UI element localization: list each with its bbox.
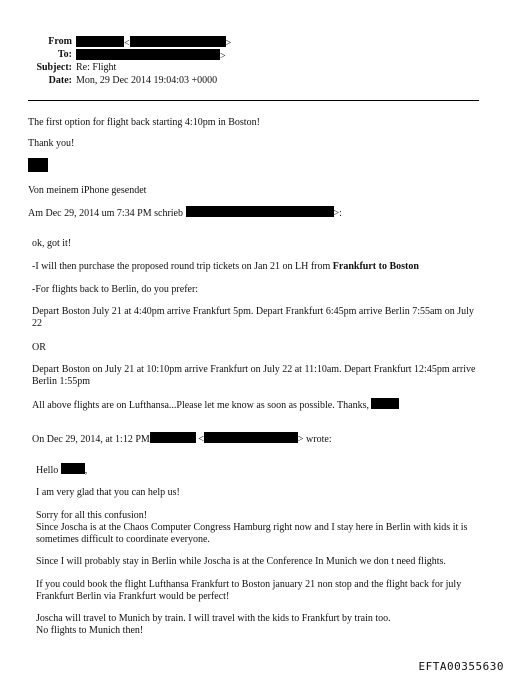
- quote-line-or: OR: [32, 342, 46, 353]
- quote-line-got-it: ok, got it!: [32, 238, 72, 249]
- redaction-block: [130, 36, 226, 47]
- quote-line-option-2: Depart Boston on July 21 at 10:10pm arrive Frankfurt on July 22 at 11:10am. Depart Frankfurt 12:45pm arrive Berlin 1:55pm: [32, 364, 476, 387]
- redaction-block: [204, 432, 298, 443]
- quote-line-lufthansa: [32, 398, 399, 412]
- quote-header-2-prefix: On Dec 29, 2014, at 1:12 PM: [32, 434, 150, 445]
- to-gt: >: [220, 51, 226, 62]
- redaction-block: [371, 398, 399, 409]
- reply-line-book-flight: If you could book the flight Lufthansa Frankfurt to Boston january 21 non stop and the flight back for july Frankfurt Berlin via Frankfurt would be perfect!: [36, 579, 462, 602]
- reply-line-hello: [36, 463, 87, 477]
- purchase-text: -I will then purchase the proposed round trip tickets on Jan 21 on LH from: [32, 261, 331, 272]
- redaction-block: [76, 36, 124, 47]
- hello-comma: ,: [84, 465, 88, 476]
- quote-header-line: [28, 206, 342, 220]
- subject-label: Subject:: [36, 62, 72, 73]
- date-label: Date:: [48, 75, 72, 86]
- quote-header-prefix: Am Dec 29, 2014 um 7:34 PM schrieb: [28, 208, 183, 219]
- body-line-iphone: Von meinem iPhone gesendet: [28, 185, 147, 196]
- from-value: [76, 36, 231, 50]
- date-value: Mon, 29 Dec 2014 19:04:03 +0000: [76, 75, 218, 86]
- lufthansa-text: All above flights are on Lufthansa...Please let me know as soon as possible. Thanks,: [32, 400, 369, 411]
- reply-line-berlin: Since I will probably stay in Berlin while Joscha is at the Conference In Munich we don t need flights.: [36, 556, 446, 567]
- purchase-route: Frankfurt to Boston: [332, 261, 419, 272]
- from-gt: >: [225, 38, 232, 49]
- redaction-block: [28, 158, 48, 172]
- redaction-block: [150, 432, 196, 443]
- reply-line-sorry: Sorry for all this confusion!: [36, 510, 148, 521]
- quote-header-2-suffix: > wrote:: [297, 434, 332, 445]
- quote-header-2-lt: <: [198, 434, 204, 445]
- quote-line-purchase: [32, 261, 419, 273]
- quote-line-option-1: Depart Boston July 21 at 4:40pm arrive Frankfurt 5pm. Depart Frankfurt 6:45pm arrive Berlin 7:55am on July 22: [32, 306, 474, 329]
- redaction-block: [76, 49, 220, 60]
- header-divider: [28, 100, 479, 101]
- from-label: From: [48, 36, 72, 47]
- reply-line-no-flights: No flights to Munich then!: [36, 625, 144, 636]
- reply-line-train: Joscha will travel to Munich by train. I will travel with the kids to Frankfurt by train too.: [36, 613, 391, 624]
- signature-redaction: [28, 158, 48, 176]
- body-line-thank-you: Thank you!: [28, 138, 75, 149]
- subject-value: Re: Flight: [76, 62, 117, 73]
- reply-line-glad: I am very glad that you can help us!: [36, 487, 180, 498]
- hello-text: Hello: [36, 465, 59, 476]
- body-line-first-option: The first option for flight back starting 4:10pm in Boston!: [28, 117, 260, 128]
- redaction-block: [61, 463, 85, 474]
- quote-header-suffix: >:: [333, 208, 342, 219]
- redaction-block: [186, 206, 334, 217]
- quote-line-prefer: -For flights back to Berlin, do you prefer:: [32, 284, 199, 295]
- from-lt: <: [124, 38, 130, 49]
- to-label: To:: [57, 49, 72, 60]
- quote-header-2: [32, 432, 332, 446]
- reply-line-joscha-hamburg: Since Joscha is at the Chaos Computer Congress Hamburg right now and I stay here in Berlin with kids it is sometimes difficult to coordinate everyone.: [36, 522, 468, 545]
- document-id: EFTA00355630: [418, 660, 504, 673]
- to-value: [76, 49, 226, 63]
